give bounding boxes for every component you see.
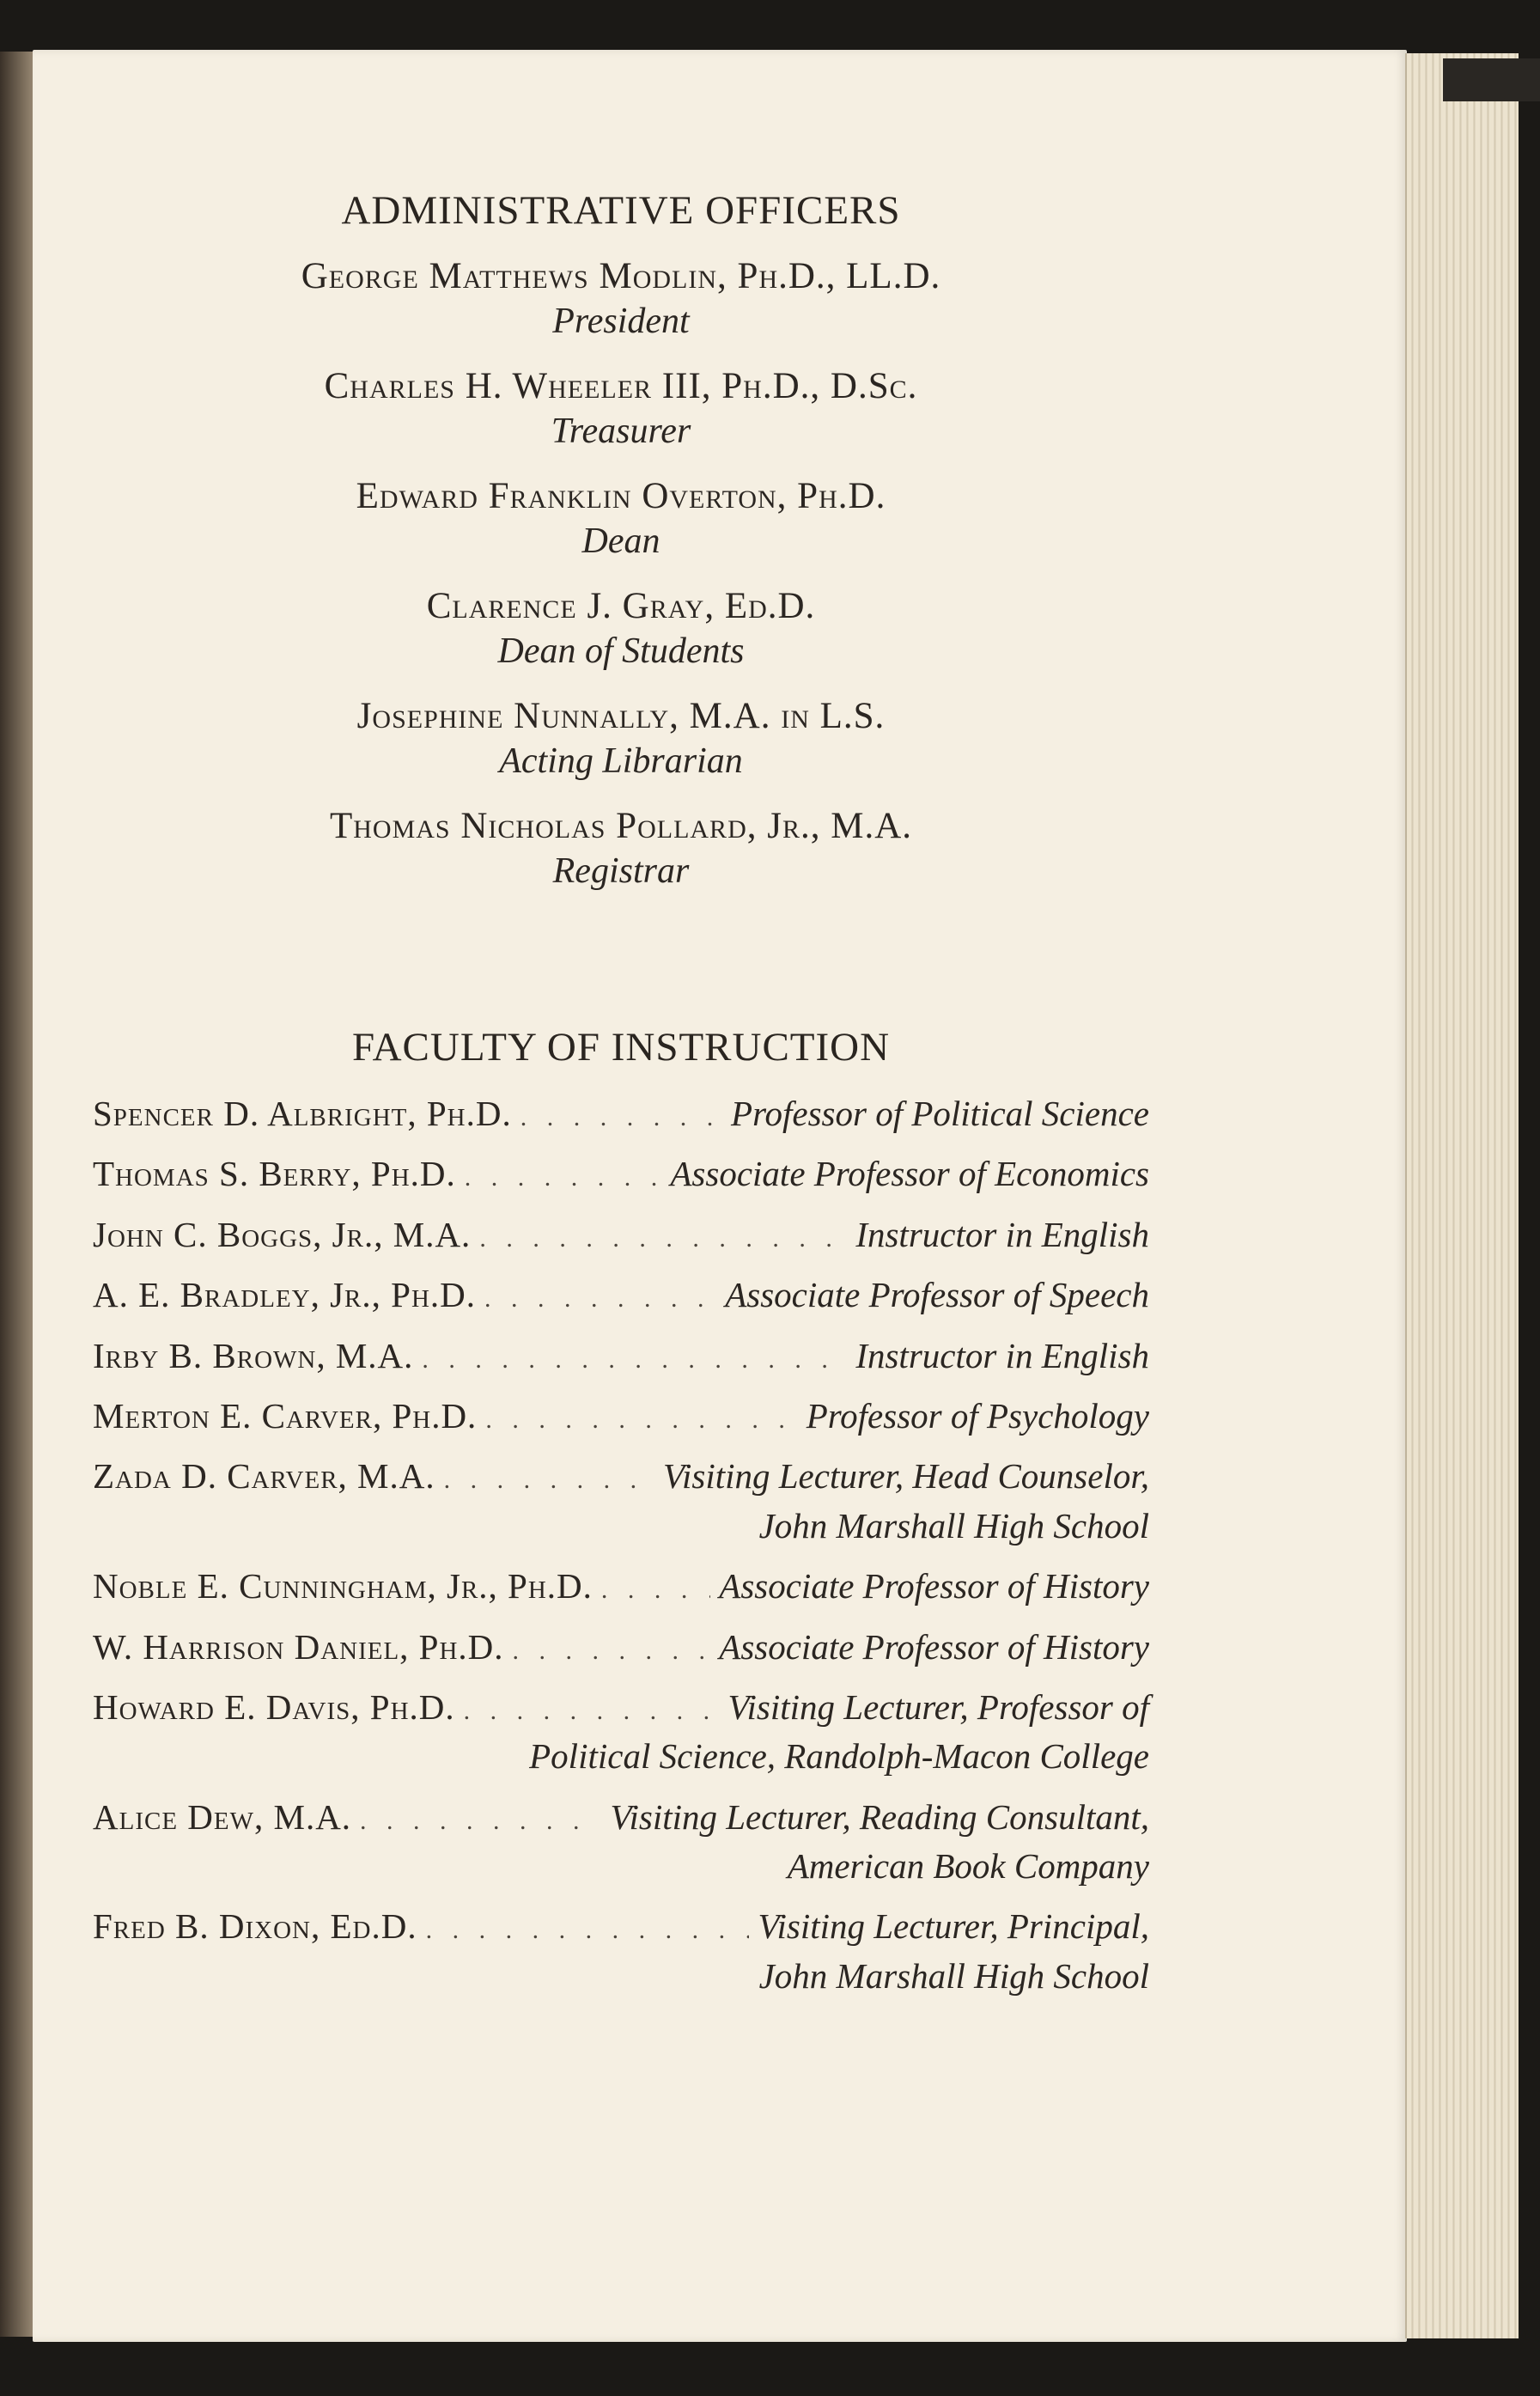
officer-entry [93,474,1149,564]
faculty-name: Merton E. Carver, Ph.D. [93,1395,478,1436]
faculty-name: Thomas S. Berry, Ph.D. [93,1154,456,1194]
dot-leader [465,1160,662,1196]
dot-leader [464,1693,720,1729]
officer-name: Thomas Nicholas Pollard, Jr., M.A. [329,806,913,847]
page-stack-edge [1405,53,1519,2338]
dot-leader [520,1100,722,1136]
faculty-name: Howard E. Davis, Ph.D. [93,1686,455,1727]
faculty-position: Associate Professor of Economics [670,1154,1149,1194]
dot-leader [601,1572,710,1608]
faculty-position: Visiting Lecturer, Reading Consultant, [610,1796,1149,1837]
faculty-position: Associate Professor of Speech [725,1275,1149,1315]
officer-name: Edward Franklin Overton, Ph.D. [356,476,886,517]
faculty-position: Professor of Psychology [806,1395,1149,1436]
officer-title: President [552,301,690,341]
content-column [93,187,1149,894]
officer-entry [93,694,1149,783]
faculty-position: Associate Professor of History [719,1566,1149,1606]
faculty-section [93,1024,1149,2012]
faculty-name: Noble E. Cunningham, Jr., Ph.D. [93,1566,593,1606]
faculty-entry [93,1210,1149,1259]
dot-leader [422,1342,847,1378]
faculty-entry [93,1271,1149,1320]
faculty-entry [93,1683,1149,1732]
faculty-name: Spencer D. Albright, Ph.D. [93,1094,512,1133]
dot-leader [484,1281,716,1317]
faculty-entry [93,1793,1149,1842]
officer-entry [93,364,1149,454]
faculty-name: Alice Dew, M.A. [93,1796,352,1837]
officer-title: Dean of Students [497,631,745,671]
book-spine-edge [0,52,34,2337]
officer-name: Charles H. Wheeler III, Ph.D., D.Sc. [324,366,918,407]
faculty-entry [93,1332,1149,1381]
faculty-name: W. Harrison Daniel, Ph.D. [93,1626,504,1667]
dot-leader [485,1402,797,1438]
faculty-entry [93,1392,1149,1441]
officer-name: Josephine Nunnally, M.A. in L.S. [356,696,886,737]
officer-name: Clarence J. Gray, Ed.D. [426,586,816,627]
faculty-position: Visiting Lecturer, Professor of [727,1686,1149,1727]
faculty-entry [93,1452,1149,1501]
faculty-position: Professor of Political Science [731,1094,1149,1133]
faculty-name: John C. Boggs, Jr., M.A. [93,1214,472,1254]
officer-entry [93,804,1149,893]
faculty-position-continued: John Marshall High School [758,1955,1149,1996]
faculty-name: Zada D. Carver, M.A. [93,1456,435,1497]
faculty-position-continued: Political Science, Randolph-Macon College [529,1736,1149,1777]
dot-leader [513,1633,711,1669]
faculty-position-continued: American Book Company [787,1846,1149,1887]
officer-title: Dean [581,521,660,561]
dot-leader [444,1462,654,1498]
faculty-entry [93,1623,1149,1672]
faculty-position: Visiting Lecturer, Principal, [758,1906,1149,1947]
faculty-entry [93,1089,1149,1138]
faculty-name: Irby B. Brown, M.A. [93,1335,414,1375]
faculty-list [93,1089,1149,2001]
faculty-position-continued: John Marshall High School [758,1505,1149,1546]
faculty-position: Visiting Lecturer, Head Counselor, [662,1456,1149,1497]
dot-leader [360,1803,601,1839]
faculty-position: Instructor in English [855,1214,1149,1254]
faculty-position: Instructor in English [855,1335,1149,1375]
faculty-entry [93,1149,1149,1198]
faculty-entry [93,1902,1149,1951]
faculty-heading: FACULTY OF INSTRUCTION [351,1025,891,1070]
officer-title: Acting Librarian [499,741,743,781]
dot-leader [479,1221,847,1257]
faculty-name: A. E. Bradley, Jr., Ph.D. [93,1275,477,1315]
faculty-name: Fred B. Dixon, Ed.D. [93,1906,417,1947]
faculty-position: Associate Professor of History [719,1626,1149,1667]
admin-heading: ADMINISTRATIVE OFFICERS [341,188,901,233]
officer-entry [93,584,1149,674]
faculty-entry [93,1562,1149,1611]
officer-title: Registrar [552,851,690,892]
officer-title: Treasurer [551,411,691,451]
officers-list [93,254,1149,894]
officer-name: George Matthews Modlin, Ph.D., LL.D. [301,256,941,296]
officer-entry [93,254,1149,344]
dot-leader [426,1912,750,1948]
background-shadow [1443,58,1540,101]
